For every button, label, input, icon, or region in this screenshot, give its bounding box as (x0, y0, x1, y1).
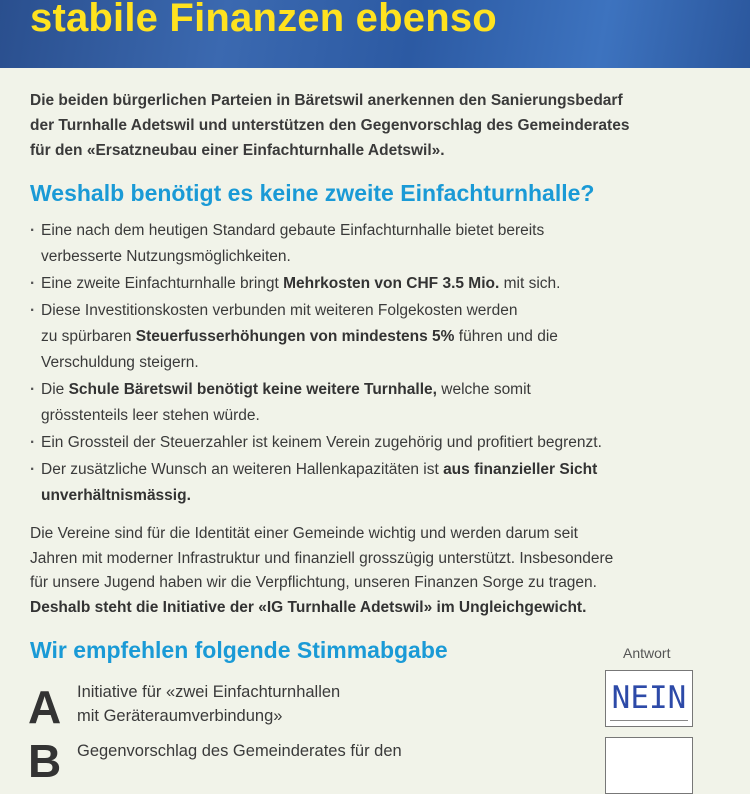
list-item (30, 298, 730, 376)
answer-label: Antwort (623, 645, 671, 661)
bullet-text: welche somit (436, 381, 531, 398)
bullet-text: verbesserte Nutzungsmöglichkeiten. (41, 248, 291, 265)
bullet-text: grösstenteils leer stehen würde. (41, 407, 260, 424)
answer-box-b[interactable] (605, 737, 693, 794)
bullet-text: zu spürbaren (41, 328, 136, 345)
bullet-text: Eine zweite Einfachturnhalle bringt (41, 275, 284, 292)
bullet-text: mit sich. (499, 275, 561, 292)
bullet-text: · Eine nach dem heutigen Standard gebaute Einfachturnhalle bietet bereits (41, 222, 545, 239)
bullet-text: · Ein Grossteil der Steuerzahler ist keinem Verein zugehörig und profitiert begrenzt. (41, 434, 602, 451)
paragraph-line: für unsere Jugend haben wir die Verpflichtung, unseren Finanzen Sorge zu tragen. (30, 574, 597, 591)
header-banner (0, 0, 750, 68)
option-b-text (77, 739, 577, 763)
intro-line: Die beiden bürgerlichen Parteien in Bäretswil anerkennen den Sanierungsbedarf (30, 92, 623, 109)
bullet-emphasis: unverhältnismässig. (41, 487, 191, 504)
option-line: Initiative für «zwei Einfachturnhallen (77, 683, 341, 701)
paragraph-line: Jahren mit moderner Infrastruktur und finanziell grosszügig unterstützt. Insbesondere (30, 549, 614, 567)
bullet-emphasis: aus finanzieller Sicht (443, 461, 598, 478)
answer-value-a: NEIN (611, 680, 687, 716)
option-line: Gegenvorschlag des Gemeinderates für den (77, 742, 402, 760)
bullet-text: führen und die (454, 328, 558, 345)
intro-text (30, 88, 730, 163)
answer-box-a[interactable] (605, 670, 693, 727)
option-letter-a: A (28, 681, 62, 733)
list-item (30, 377, 730, 429)
intro-line: der Turnhalle Adetswil und unterstützen den Gegenvorschlag des Gemeinderates (30, 117, 630, 134)
intro-line: für den «Ersatzneubau einer Einfachturnhalle Adetswil». (30, 142, 445, 159)
paragraph-line: Die Vereine sind für die Identität einer Gemeinde wichtig und werden darum seit (30, 525, 578, 542)
answer-line (610, 720, 688, 721)
bullet-emphasis: Mehrkosten von CHF 3.5 Mio. (283, 275, 500, 292)
bullet-emphasis: Steuerfusserhöhungen von mindestens 5% (135, 328, 455, 345)
bullet-text: · Diese Investitionskosten verbunden mit weiteren Folgekosten werden (41, 302, 518, 319)
closing-paragraph (30, 522, 735, 620)
bullet-text: Verschuldung steigern. (41, 354, 199, 371)
argument-list (30, 218, 730, 510)
list-item (30, 430, 730, 456)
option-a-text (77, 680, 577, 728)
banner-title: stabile Finanzen ebenso (30, 0, 497, 40)
paragraph-line-bold: Deshalb steht die Initiative der «IG Turnhalle Adetswil» im Ungleichgewicht. (30, 598, 587, 616)
bullet-text: Der zusätzliche Wunsch an weiteren Hallenkapazitäten ist (41, 461, 444, 478)
option-line: mit Geräteraumverbindung» (77, 707, 283, 725)
list-item (30, 271, 730, 297)
list-item (30, 218, 730, 270)
option-letter-b: B (28, 735, 62, 787)
list-item (30, 457, 730, 509)
section-heading-why: Weshalb benötigt es keine zweite Einfachturnhalle? (30, 180, 595, 206)
bullet-text: Die (41, 381, 69, 398)
bullet-emphasis: Schule Bäretswil benötigt keine weitere Turnhalle, (68, 381, 437, 398)
section-heading-recommendation: Wir empfehlen folgende Stimmabgabe (30, 637, 448, 663)
